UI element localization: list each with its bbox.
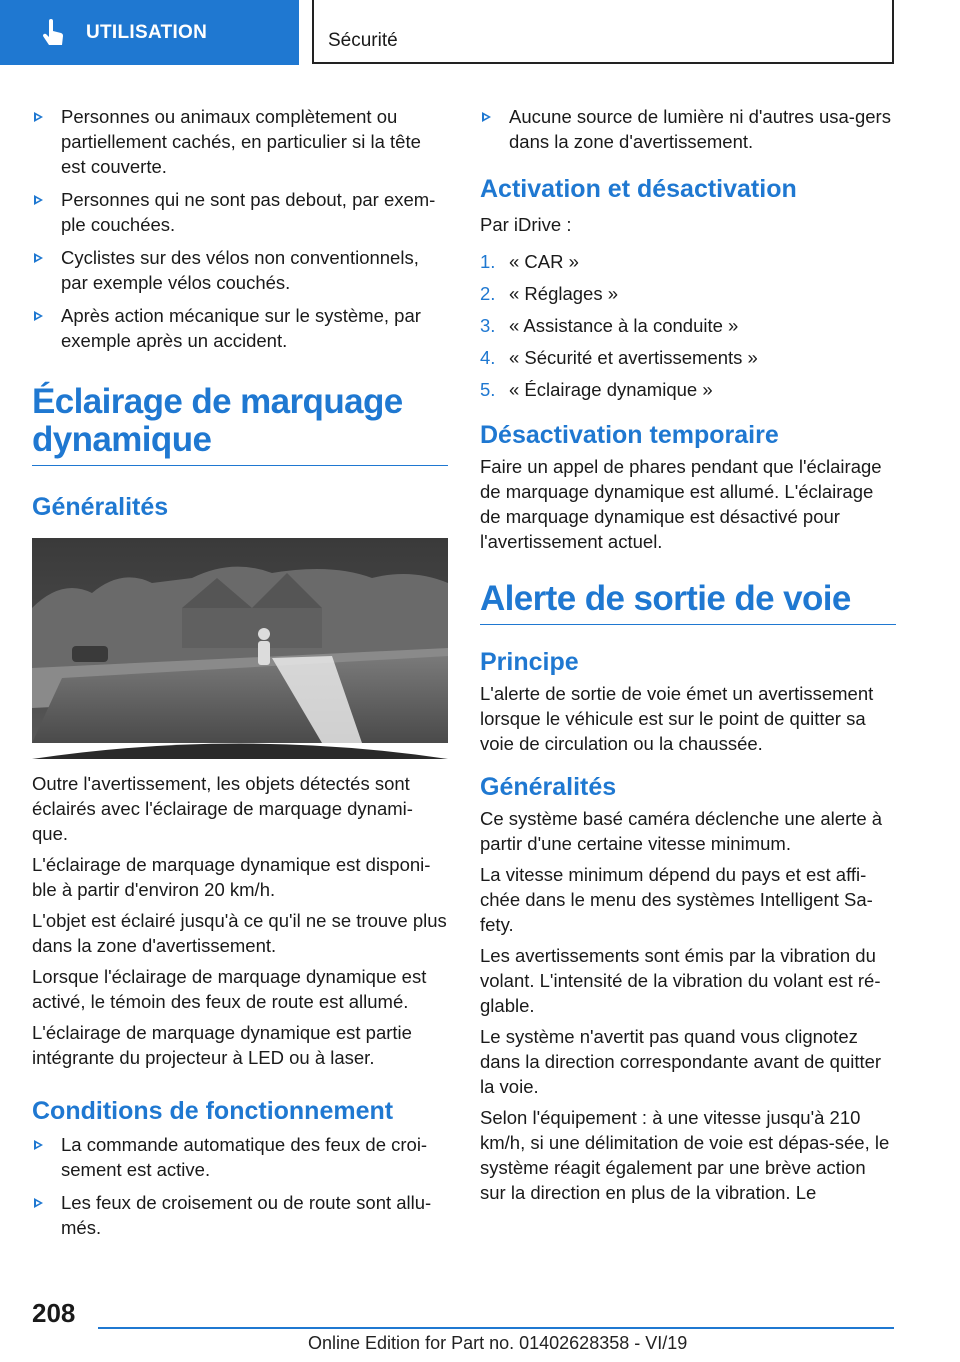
list-item: Après action mécanique sur le système, par exemple après un accident. bbox=[32, 303, 448, 353]
page-number: 208 bbox=[32, 1298, 76, 1328]
conditions-title: Conditions de fonctionnement bbox=[32, 1097, 394, 1125]
conditions-list bbox=[32, 1132, 448, 1240]
principle-text: L'alerte de sortie de voie émet un avertissement lorsque le véhicule est sur le point de quitter sa voie de circulation ou la chaussée. bbox=[480, 683, 874, 754]
list-item: Cyclistes sur des vélos non conventionnels, par exemple vélos couchés. bbox=[32, 245, 448, 295]
idrive-steps bbox=[480, 249, 896, 402]
activation-title: Activation et désactivation bbox=[480, 175, 797, 203]
lane-departure-title: Alerte de sortie de voie bbox=[480, 580, 896, 625]
list-item: La commande automatique des feux de croi‐sement est active. bbox=[32, 1132, 448, 1182]
breadcrumb-label: Sécurité bbox=[328, 30, 398, 51]
paragraph: L'éclairage de marquage dynamique est disponi‐ble à partir d'environ 20 km/h. bbox=[32, 854, 431, 900]
limitations-list-continued bbox=[480, 104, 896, 154]
paragraph: Outre l'avertissement, les objets détectés sont éclairés avec l'éclairage de marquage dynami‐que. bbox=[32, 773, 413, 844]
breadcrumb bbox=[312, 0, 894, 64]
description bbox=[32, 771, 448, 1070]
step-item: 2. « Réglages » bbox=[480, 283, 619, 304]
left-column bbox=[32, 104, 448, 1248]
general-title: Généralités bbox=[480, 773, 617, 801]
paragraph: L'éclairage de marquage dynamique est partie intégrante du projecteur à LED ou à laser. bbox=[32, 1022, 412, 1068]
paragraph: L'objet est éclairé jusqu'à ce qu'il ne se trouve plus dans la zone d'avertissement. bbox=[32, 910, 447, 956]
paragraph: Lorsque l'éclairage de marquage dynamique est activé, le témoin des feux de route est allumé. bbox=[32, 966, 427, 1012]
activation-intro: Par iDrive : bbox=[480, 214, 572, 235]
section-tab[interactable] bbox=[0, 0, 299, 65]
section-title: Éclairage de marquage dynamique bbox=[32, 383, 448, 466]
paragraph: Le système n'avertit pas quand vous clignotez dans la direction correspondante avant de quitter la voie. bbox=[480, 1026, 882, 1097]
list-item: Personnes qui ne sont pas debout, par exem‐ple couchées. bbox=[32, 187, 448, 237]
step-item: 3. « Assistance à la conduite » bbox=[480, 315, 739, 336]
paragraph: Ce système basé caméra déclenche une alerte à partir d'une certaine vitesse minimum. bbox=[480, 808, 883, 854]
paragraph: La vitesse minimum dépend du pays et est affi‐chée dans le menu des systèmes Intelligent Sa‐fety. bbox=[480, 864, 873, 935]
step-item: 5. « Éclairage dynamique » bbox=[480, 379, 713, 400]
footer-divider bbox=[98, 1327, 894, 1329]
edition-label: Online Edition for Part no. 01402628358 - VI/19 bbox=[308, 1333, 688, 1353]
paragraph: Les avertissements sont émis par la vibration du volant. L'intensité de la vibration du volant est ré‐glable. bbox=[480, 945, 881, 1016]
right-column bbox=[480, 104, 896, 1211]
hand-pointer-icon bbox=[40, 19, 66, 47]
paragraph: Selon l'équipement : à une vitesse jusqu'à 210 km/h, si une délimitation de voie est dépas‐sée, le système réagit également par une brève action sur la direction en plus de la vibration. Le bbox=[480, 1107, 890, 1203]
temporary-deactivation-title: Désactivation temporaire bbox=[480, 421, 779, 449]
subsection-title: Généralités bbox=[32, 493, 169, 521]
limitations-list bbox=[32, 104, 448, 353]
step-item: 4. « Sécurité et avertissements » bbox=[480, 347, 758, 368]
principle-title: Principe bbox=[480, 648, 579, 676]
list-item: Aucune source de lumière ni d'autres usa‐gers dans la zone d'avertissement. bbox=[480, 104, 896, 154]
night-road-illustration bbox=[32, 538, 448, 759]
step-item: 1. « CAR » bbox=[480, 251, 579, 272]
section-label: UTILISATION bbox=[86, 21, 208, 43]
list-item: Personnes ou animaux complètement ou partiellement cachés, en particulier si la tête est couverte. bbox=[32, 104, 448, 179]
list-item: Les feux de croisement ou de route sont allu‐més. bbox=[32, 1190, 448, 1240]
temporary-deactivation-text: Faire un appel de phares pendant que l'éclairage de marquage dynamique est allumé. L'éclairage de marquage dynamique est désactivé pour l'avertissement actuel. bbox=[480, 456, 882, 552]
